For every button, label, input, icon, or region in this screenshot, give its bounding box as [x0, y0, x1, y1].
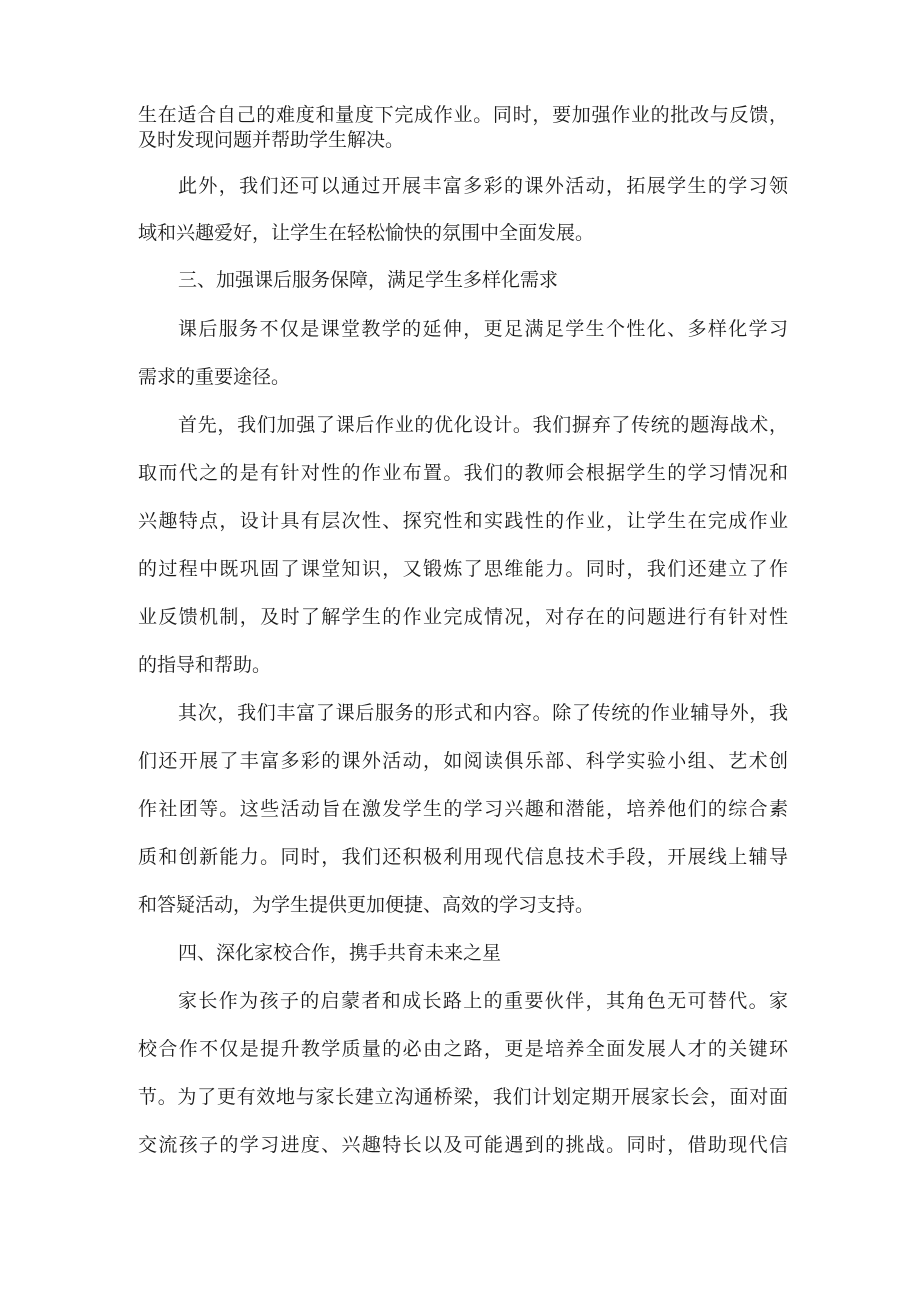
paragraph-first-line: 首先，我们加强了课后作业的优化设计。我们摒弃了传统的题海战术，: [178, 414, 788, 436]
section-heading: 三、加强课后服务保障，满足学生多样化需求: [178, 269, 559, 291]
body-text-line: 取而代之的是有针对性的作业布置。我们的教师会根据学生的学习情况和: [138, 462, 788, 484]
body-text-line: 的过程中既巩固了课堂知识，又锻炼了思维能力。同时，我们还建立了作: [138, 558, 788, 580]
body-text-line: 域和兴趣爱好，让学生在轻松愉快的氛围中全面发展。: [138, 222, 595, 244]
section-heading: 四、深化家校合作，携手共育未来之星: [178, 942, 502, 964]
body-text-line: 质和创新能力。同时，我们还积极利用现代信息技术手段，开展线上辅导: [138, 846, 788, 868]
body-text-line: 交流孩子的学习进度、兴趣特长以及可能遇到的挑战。同时，借助现代信: [138, 1134, 788, 1156]
body-text-line: 们还开展了丰富多彩的课外活动，如阅读俱乐部、科学实验小组、艺术创: [138, 750, 788, 772]
paragraph-first-line: 课后服务不仅是课堂教学的延伸，更足满足学生个性化、多样化学习: [178, 318, 788, 340]
paragraph-first-line: 此外，我们还可以通过开展丰富多彩的课外活动，拓展学生的学习领: [178, 175, 788, 197]
paragraph-first-line: 家长作为孩子的启蒙者和成长路上的重要伙伴，其角色无可替代。家: [178, 990, 788, 1012]
body-text-line: 的指导和帮助。: [138, 654, 272, 676]
body-text-line: 校合作不仅是提升教学质量的必由之路，更是培养全面发展人才的关键环: [138, 1038, 788, 1060]
body-text-line: 和答疑活动，为学生提供更加便捷、高效的学习支持。: [138, 894, 595, 916]
body-text-line: 节。为了更有效地与家长建立沟通桥梁，我们计划定期开展家长会，面对面: [138, 1086, 788, 1108]
body-text-line: 生在适合自己的难度和量度下完成作业。同时，要加强作业的批改与反馈，: [138, 104, 788, 126]
body-text-line: 作社团等。这些活动旨在激发学生的学习兴趣和潜能，培养他们的综合素: [138, 798, 788, 820]
body-text-line: 需求的重要途径。: [138, 366, 291, 388]
body-text-line: 及时发现问题并帮助学生解决。: [138, 129, 405, 151]
body-text-line: 业反馈机制，及时了解学生的作业完成情况，对存在的问题进行有针对性: [138, 606, 788, 628]
body-text-line: 兴趣特点，设计具有层次性、探究性和实践性的作业，让学生在完成作业: [138, 510, 788, 532]
paragraph-first-line: 其次，我们丰富了课后服务的形式和内容。除了传统的作业辅导外，我: [178, 702, 788, 724]
